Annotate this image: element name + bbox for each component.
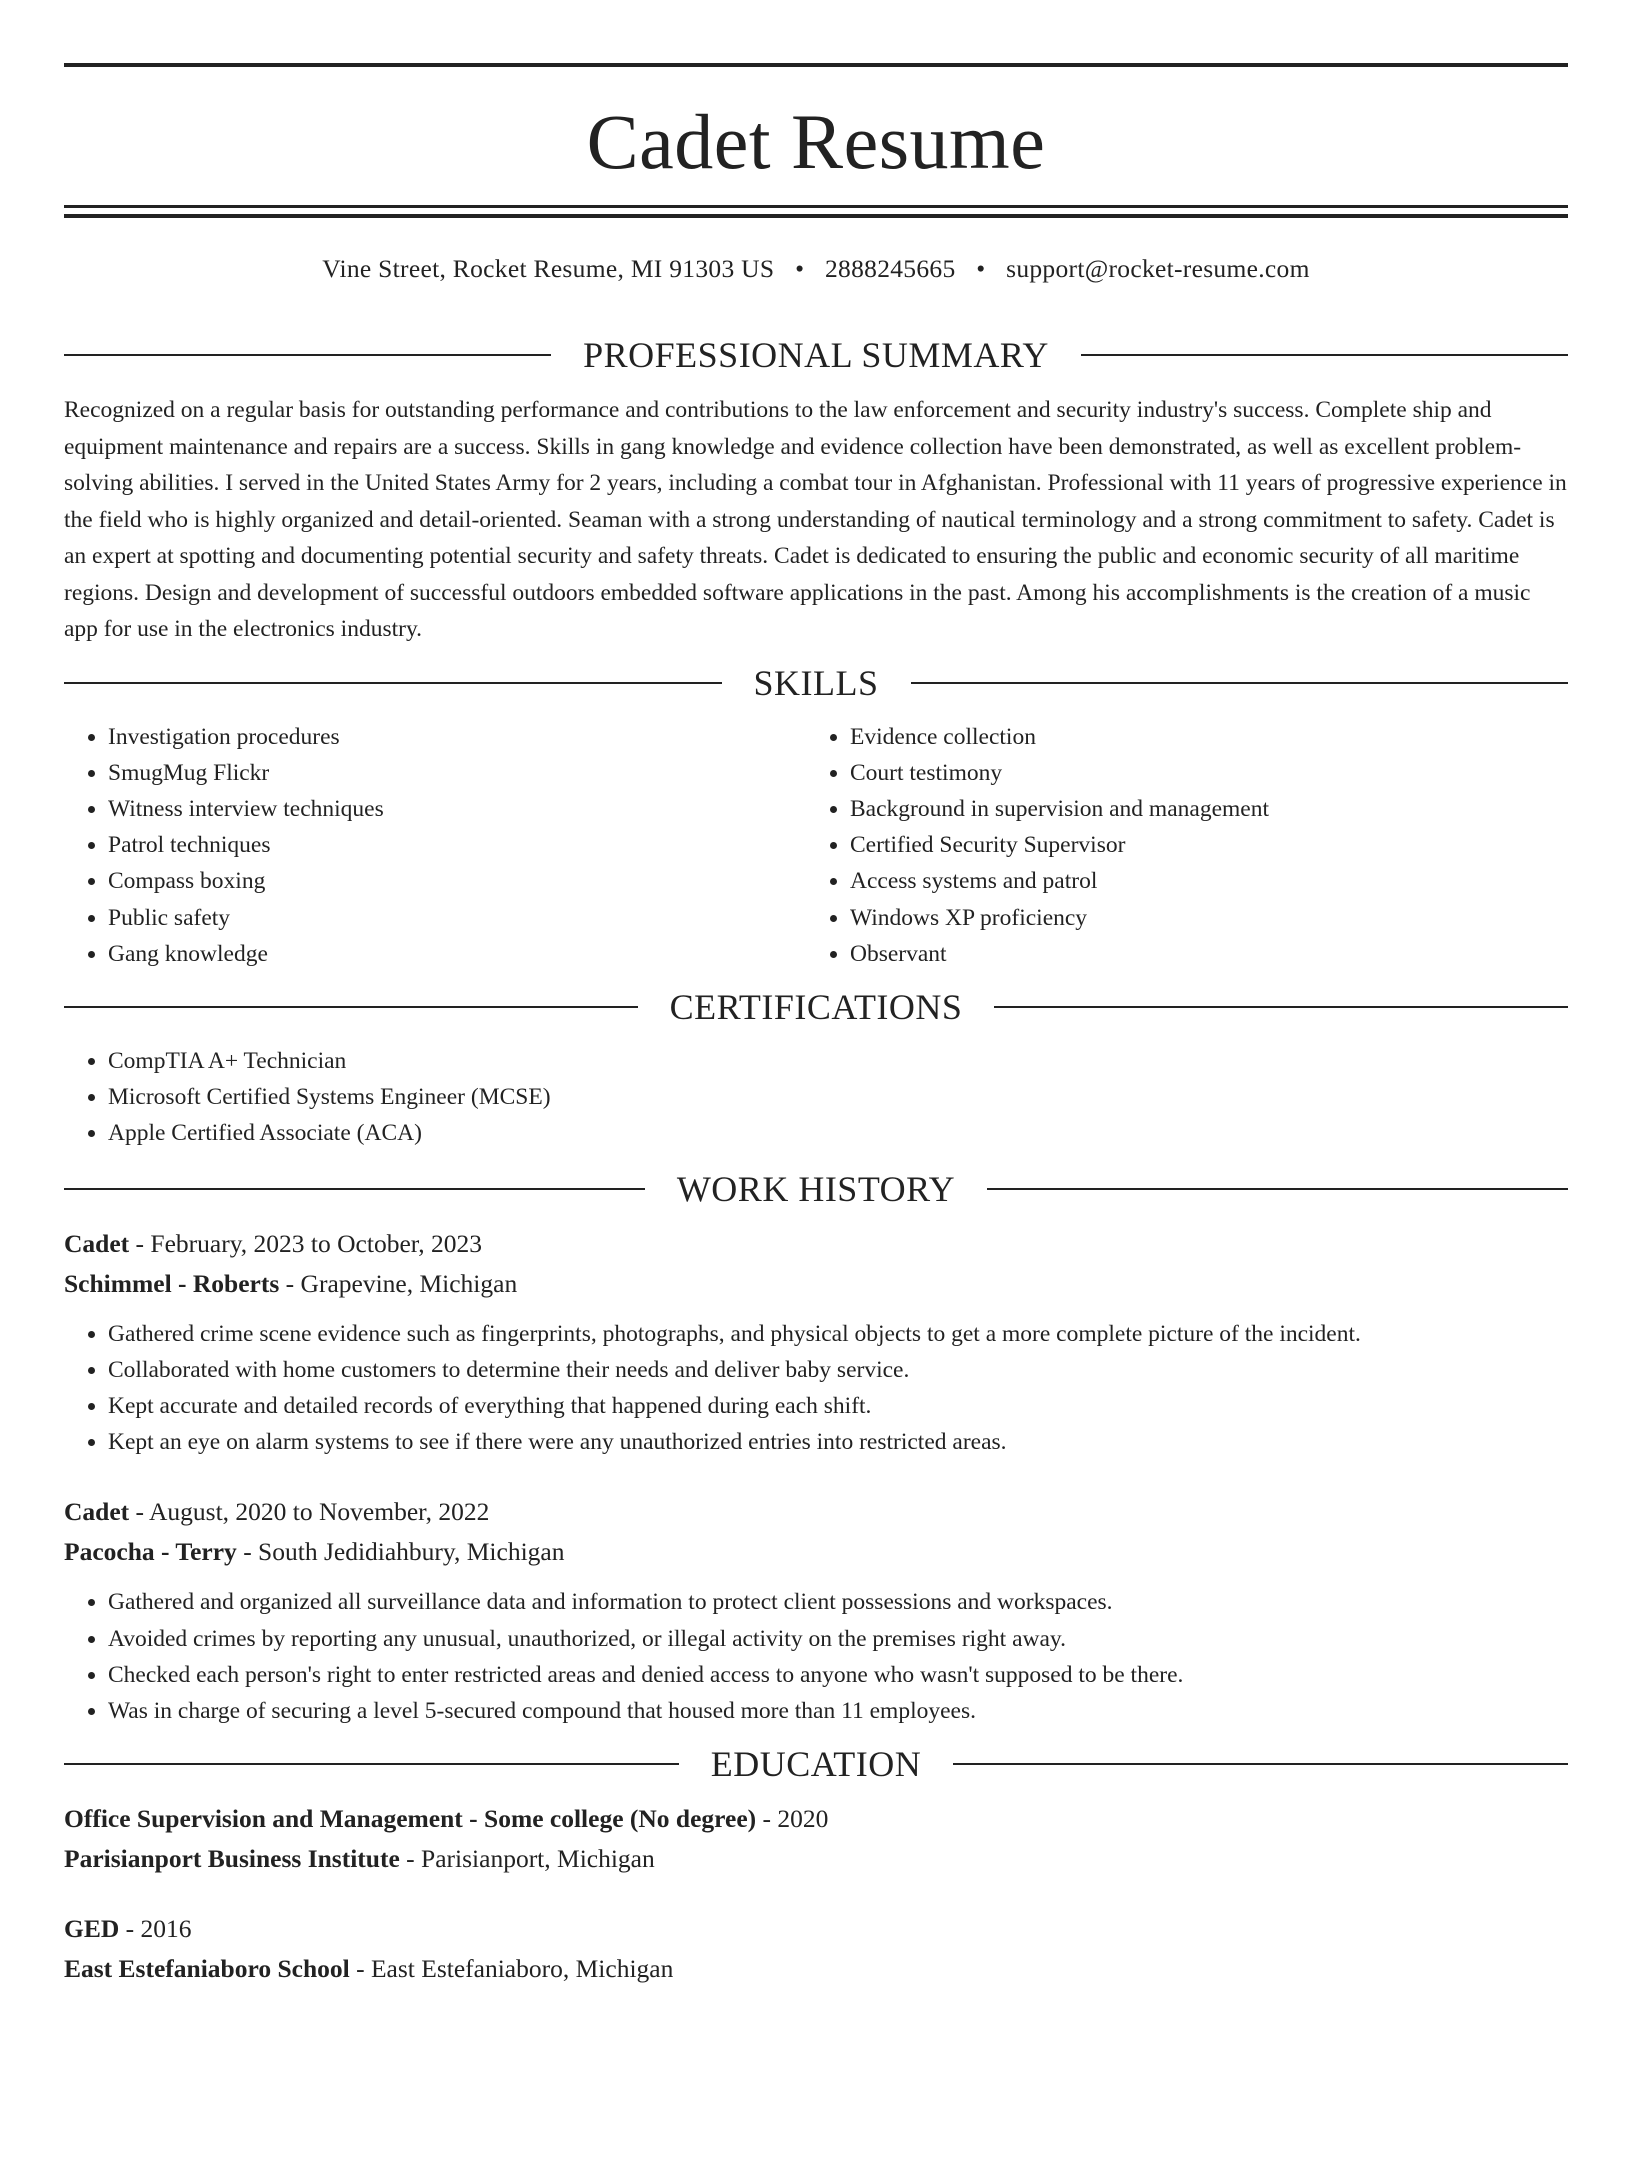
summary-title: PROFESSIONAL SUMMARY xyxy=(583,335,1049,375)
skill-item: • Certified Security Supervisor xyxy=(850,827,1548,863)
education-location: - Parisianport, Michigan xyxy=(399,1844,655,1874)
education-school: Parisianport Business Institute xyxy=(64,1844,400,1874)
education-location: - East Estefaniaboro, Michigan xyxy=(349,1954,674,1984)
job-company: Schimmel - Roberts xyxy=(64,1268,280,1298)
work-title: WORK HISTORY xyxy=(676,1168,956,1209)
education-school: East Estefaniaboro School xyxy=(64,1954,350,1984)
heading-rule xyxy=(911,682,1569,684)
summary-text: Recognized on a regular basis for outstanding performance and contributions to the law enforcement and security industry's success. Complete ship and equipment maintenance and repairs are a success. Skills in gang knowledge and evidence collection have been demonstrated, as well as excellent problem-solving abilities. I served in the United States Army for 2 years, including a combat tour in Afghanistan. Professional with 11 years of progressive experience in the field who is highly organized and detail-oriented. Seaman with a strong understanding of nautical terminology and a strong commitment to safety. Cadet is an expert at spotting and documenting potential security and safety threats. Cadet is dedicated to ensuring the public and economic security of all maritime regions. Design and development of successful outdoors embedded software applications in the past. Among his accomplishments is the creation of a music app for use in the electronics industry. xyxy=(64,397,1567,642)
skills-grid xyxy=(64,719,1568,972)
job-company-line xyxy=(64,1532,1568,1572)
skill-item: • Windows XP proficiency xyxy=(850,900,1548,936)
heading-rule xyxy=(64,682,722,684)
skill-item: • Investigation procedures xyxy=(108,719,806,755)
skills-heading xyxy=(64,662,1568,704)
skill-item: • Evidence collection xyxy=(850,719,1548,755)
skill-item: • Public safety xyxy=(108,900,806,936)
job-location: - Grapevine, Michigan xyxy=(279,1268,518,1298)
heading-rule xyxy=(64,354,551,356)
education-year: - 2020 xyxy=(756,1804,829,1834)
job-company: Pacocha - Terry xyxy=(64,1537,237,1567)
skill-item: • Observant xyxy=(850,936,1548,972)
top-rule xyxy=(64,63,1568,67)
job-entry xyxy=(64,1224,1568,1461)
job-dates: - February, 2023 to October, 2023 xyxy=(129,1228,483,1258)
job-company-line xyxy=(64,1264,1568,1304)
job-bullet: • Collaborated with home customers to determine their needs and deliver baby service. xyxy=(108,1352,1568,1388)
skills-title: SKILLS xyxy=(753,662,879,703)
work-heading xyxy=(64,1168,1568,1210)
contact-line xyxy=(64,254,1568,290)
skill-item: • Witness interview techniques xyxy=(108,791,806,827)
job-role-line xyxy=(64,1492,1568,1532)
resume-name: Cadet Resume xyxy=(586,98,1046,185)
contact-phone: 2888245665 xyxy=(825,254,956,283)
heading-rule xyxy=(64,1006,638,1008)
skills-list-left xyxy=(64,719,806,972)
education-degree-line xyxy=(64,1909,1568,1949)
job-bullet: • Checked each person's right to enter restricted areas and denied access to anyone who wasn't supposed to be there. xyxy=(108,1657,1568,1693)
job-dates: - August, 2020 to November, 2022 xyxy=(129,1497,490,1527)
certification-item: • Microsoft Certified Systems Engineer (MCSE) xyxy=(108,1079,1568,1115)
job-entry xyxy=(64,1492,1568,1729)
education-school-line xyxy=(64,1949,1568,1989)
summary-heading xyxy=(64,334,1568,376)
heading-rule xyxy=(994,1006,1568,1008)
job-bullets xyxy=(64,1316,1568,1461)
skill-item: • Compass boxing xyxy=(108,863,806,899)
job-role: Cadet xyxy=(64,1228,130,1258)
skill-item: • Gang knowledge xyxy=(108,936,806,972)
skills-list-right xyxy=(806,719,1548,972)
job-bullet: • Gathered crime scene evidence such as fingerprints, photographs, and physical objects to get a more complete picture of the incident. xyxy=(108,1316,1568,1352)
certification-item: • Apple Certified Associate (ACA) xyxy=(108,1115,1568,1151)
job-role-line xyxy=(64,1224,1568,1264)
job-role: Cadet xyxy=(64,1497,130,1527)
certifications-list xyxy=(64,1043,1568,1152)
education-degree: Office Supervision and Management - Some college (No degree) xyxy=(64,1804,757,1834)
education-heading xyxy=(64,1743,1568,1785)
contact-separator: • xyxy=(795,254,805,283)
education-degree-line xyxy=(64,1799,1568,1839)
education-school-line xyxy=(64,1839,1568,1879)
skill-item: • SmugMug Flickr xyxy=(108,755,806,791)
skill-item: • Background in supervision and management xyxy=(850,791,1548,827)
job-location: - South Jedidiahbury, Michigan xyxy=(236,1537,565,1567)
certifications-title: CERTIFICATIONS xyxy=(669,986,963,1027)
contact-email: support@rocket-resume.com xyxy=(1006,254,1310,283)
education-title: EDUCATION xyxy=(710,1744,922,1785)
certifications-heading xyxy=(64,986,1568,1028)
job-bullet: • Kept accurate and detailed records of everything that happened during each shift. xyxy=(108,1388,1568,1424)
header-double-rule xyxy=(64,205,1568,218)
job-bullet: • Was in charge of securing a level 5-secured compound that housed more than 11 employees. xyxy=(108,1693,1568,1729)
heading-rule xyxy=(1081,354,1568,356)
education-degree: GED xyxy=(64,1914,120,1944)
heading-rule xyxy=(64,1763,679,1765)
job-bullet: • Kept an eye on alarm systems to see if there were any unauthorized entries into restricted areas. xyxy=(108,1424,1568,1460)
contact-separator: • xyxy=(976,254,986,283)
resume-page xyxy=(0,63,1632,2175)
job-bullet: • Avoided crimes by reporting any unusual, unauthorized, or illegal activity on the premises right away. xyxy=(108,1621,1568,1657)
heading-rule xyxy=(953,1763,1568,1765)
heading-rule xyxy=(64,1188,645,1190)
education-entry xyxy=(64,1909,1568,1989)
education-year: - 2016 xyxy=(119,1914,192,1944)
skill-item: • Court testimony xyxy=(850,755,1548,791)
skill-item: • Access systems and patrol xyxy=(850,863,1548,899)
heading-rule xyxy=(987,1188,1568,1190)
job-bullet: • Gathered and organized all surveillance data and information to protect client possessions and workspaces. xyxy=(108,1584,1568,1620)
certification-item: • CompTIA A+ Technician xyxy=(108,1043,1568,1079)
contact-address: Vine Street, Rocket Resume, MI 91303 US xyxy=(322,254,775,283)
job-bullets xyxy=(64,1584,1568,1729)
skill-item: • Patrol techniques xyxy=(108,827,806,863)
education-entry xyxy=(64,1799,1568,1879)
